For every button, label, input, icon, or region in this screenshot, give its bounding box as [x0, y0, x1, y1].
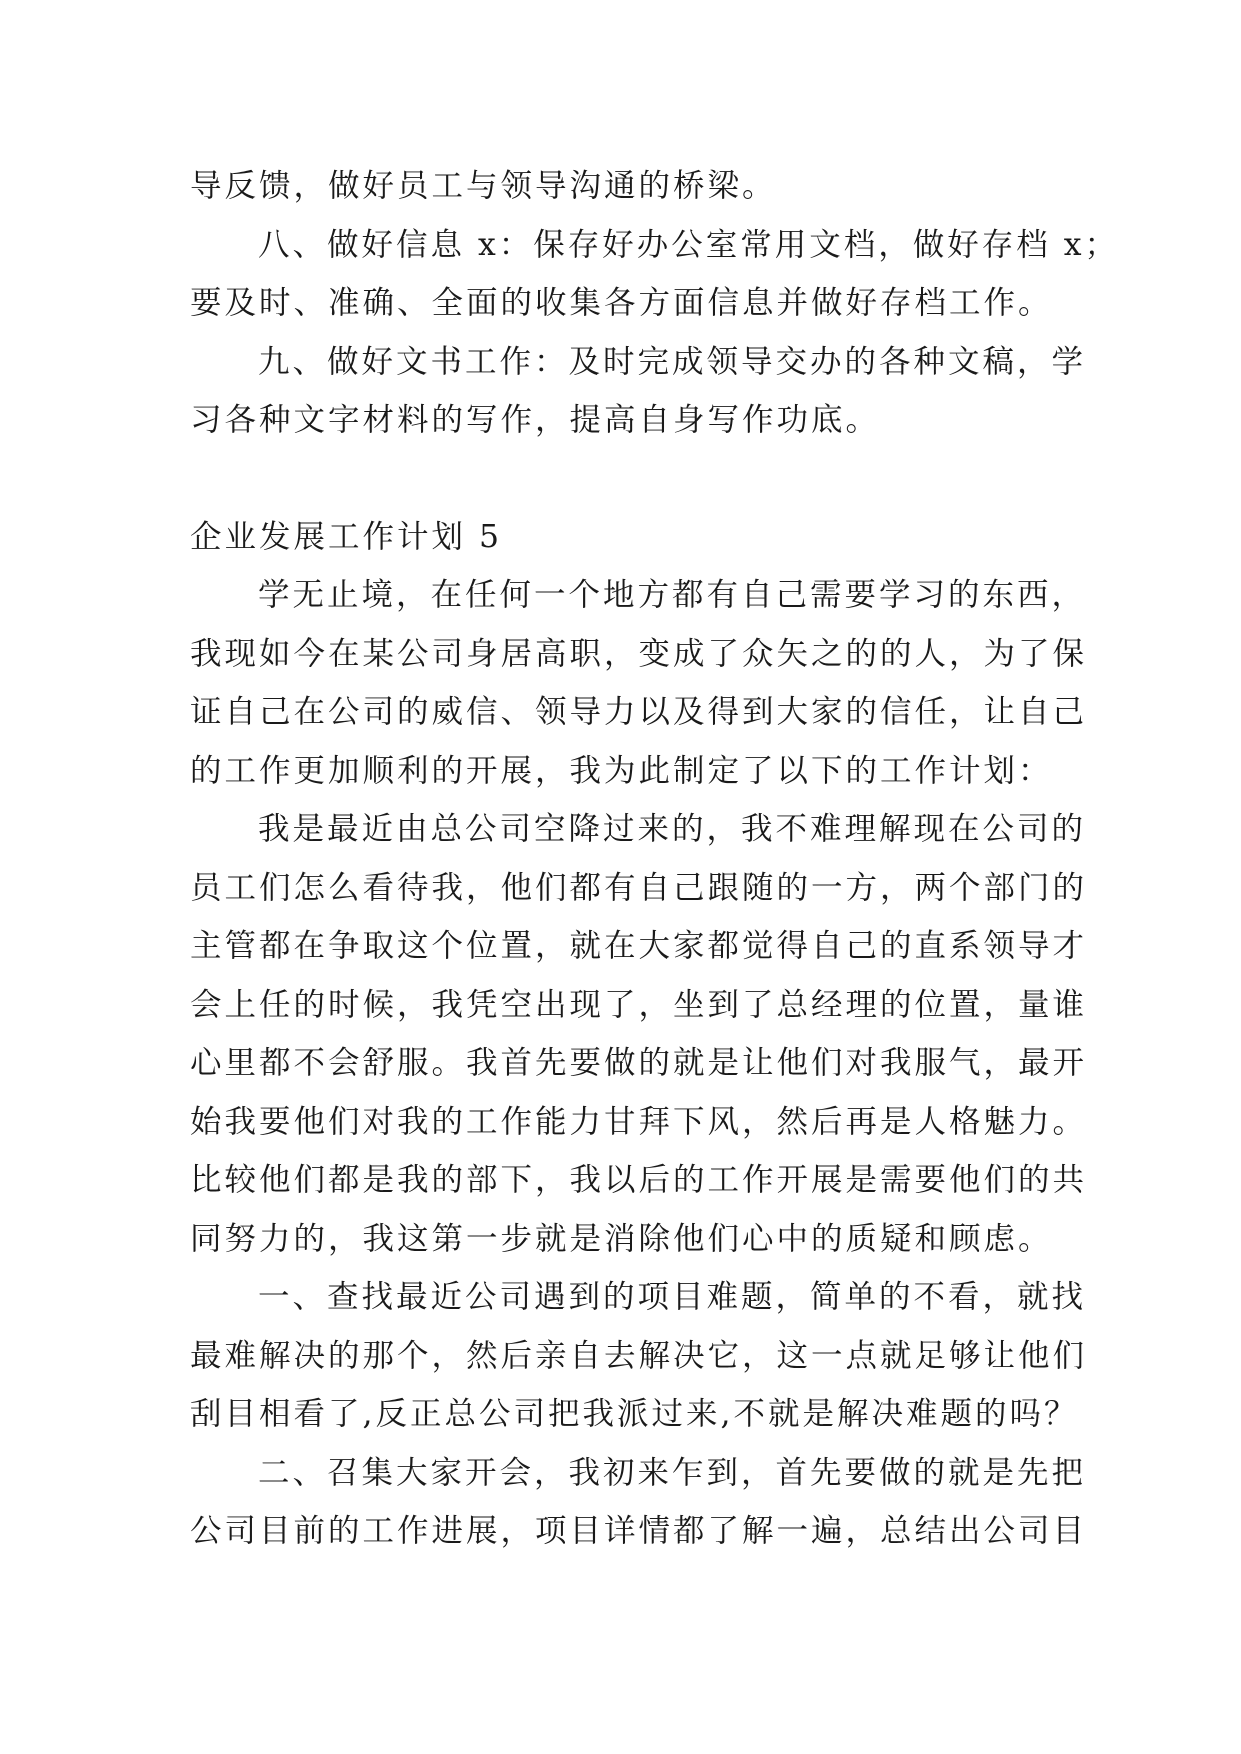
text-line: 主管都在争取这个位置，就在大家都觉得自己的直系领导才	[190, 928, 1088, 964]
text-line: 学无止境，在任何一个地方都有自己需要学习的东西，	[258, 577, 1087, 613]
paragraph-item-2	[190, 1444, 1088, 1561]
text-line: 证自己在公司的威信、领导力以及得到大家的信任，让自己	[190, 694, 1088, 730]
paragraph-intro	[190, 566, 1088, 800]
paragraph-item-8	[190, 216, 1120, 333]
text-line: 八、做好信息 x：保存好办公室常用文档，做好存档 x；	[258, 226, 1120, 263]
text-line: 始我要他们对我的工作能力甘拜下风，然后再是人格魅力。	[190, 1103, 1088, 1140]
text-line: 员工们怎么看待我，他们都有自己跟随的一方，两个部门的	[190, 869, 1088, 906]
text-line: 二、召集大家开会，我初来乍到，首先要做的就是先把	[258, 1454, 1087, 1491]
paragraph-continued	[190, 157, 1070, 216]
text-line: 会上任的时候，我凭空出现了，坐到了总经理的位置，量谁	[190, 986, 1088, 1023]
text-line: 的工作更加顺利的开展，我为此制定了以下的工作计划：	[190, 752, 1053, 789]
text-line: 同努力的，我这第一步就是消除他们心中的质疑和顾虑。	[190, 1220, 1053, 1257]
text-line: 刮目相看了,反正总公司把我派过来,不就是解决难题的吗？	[190, 1396, 1079, 1432]
text-line: 要及时、准确、全面的收集各方面信息并做好存档工作。	[190, 285, 1053, 321]
text-line: 我现如今在某公司身居高职，变成了众矢之的的人，为了保	[190, 635, 1088, 672]
paragraph-item-1	[190, 1268, 1088, 1444]
text-line: 比较他们都是我的部下，我以后的工作开展是需要他们的共	[190, 1162, 1088, 1198]
paragraph-background	[190, 800, 1088, 1268]
document-body	[190, 157, 1120, 1561]
text-line: 心里都不会舒服。我首先要做的就是让他们对我服气，最开	[190, 1045, 1088, 1081]
text-line: 最难解决的那个，然后亲自去解决它，这一点就足够让他们	[190, 1337, 1088, 1374]
paragraph-item-9	[190, 333, 1087, 450]
text-line: 习各种文字材料的写作，提高自身写作功底。	[190, 402, 881, 438]
section-heading-text: 企业发展工作计划 5	[190, 518, 503, 555]
text-line: 导反馈，做好员工与领导沟通的桥梁。	[190, 168, 777, 204]
text-line: 我是最近由总公司空降过来的，我不难理解现在公司的	[258, 811, 1087, 847]
text-line: 一、查找最近公司遇到的项目难题，简单的不看，就找	[258, 1279, 1087, 1315]
section-heading	[190, 508, 1070, 567]
section-gap	[190, 450, 1070, 508]
text-line: 九、做好文书工作：及时完成领导交办的各种文稿，学	[258, 343, 1087, 380]
text-line: 公司目前的工作进展，项目详情都了解一遍，总结出公司目	[190, 1513, 1088, 1549]
